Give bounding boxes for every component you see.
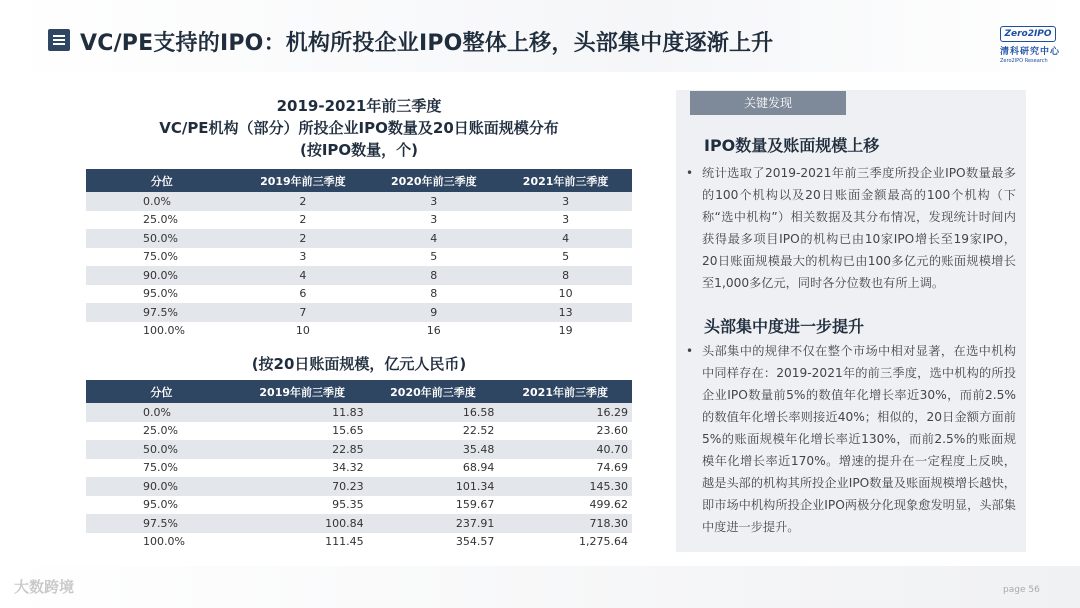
table-row: 0.0% 11.83 16.58 16.29 [86,403,632,422]
footer-band [0,566,1080,608]
watermark-text: 大数跨境 [14,578,75,596]
column-header: 2019年前三季度 [237,169,368,192]
findings-paragraph-1: 统计选取了2019-2021年前三季度所投企业IPO数量最多的100个机构以及20日账面金额最高的100个机构（下称“选中机构”）相关数据及其分布情况，发现统计时间内获得最多项目IPO的机构已由10家IPO增长至19家IPO，20日账面规模最大的机构已由100多亿元的账面规模增长至1,000多亿元，同时各分位数也有所上调。 [702,166,1016,290]
column-header: 2021年前三季度 [498,380,632,403]
table-row: 75.0% 3 5 5 [86,248,632,267]
findings-heading-2: 头部集中度进一步提升 [704,317,865,336]
bullet-icon: • [686,344,694,358]
table-row: 25.0% 15.65 22.52 23.60 [86,422,632,441]
table-row: 100.0% 10 16 19 [86,322,632,341]
findings-paragraph-2: 头部集中的规律不仅在整个市场中相对显著，在选中机构中同样存在：2019-2021年的前三季度，选中机构的所投企业IPO数量前5%的数值年化增长率近30%，而前2.5%的数值年化增长率则接近40%；相似的，20日金额方面前5%的账面规模年化增长率近130%，而前2.5%的账面规模年化增长率近170%。增速的提升在一定程度上反映，越是头部的机构其所投企业IPO数量及账面规模增长越快，即市场中机构所投企业IPO两极分化现象愈发明显，头部集中度进一步提升。 [702,344,1016,534]
table-row: 0.0% 2 3 3 [86,192,632,211]
page-title: VC/PE支持的IPO：机构所投企业IPO整体上移，头部集中度逐渐上升 [80,31,774,56]
table-row: 100.0% 111.45 354.57 1,275.64 [86,533,632,552]
table-row: 95.0% 6 8 10 [86,285,632,304]
findings-tag: 关键发现 [690,91,846,115]
bullet-icon: • [686,166,694,180]
table-row: 50.0% 2 4 4 [86,229,632,248]
column-header: 2020年前三季度 [368,169,499,192]
page-number: page 56 [1003,585,1040,595]
table-row: 50.0% 22.85 35.48 40.70 [86,440,632,459]
table-row: 75.0% 34.32 68.94 74.69 [86,459,632,478]
findings-heading-1: IPO数量及账面规模上移 [704,136,880,155]
table-title-line1: 2019-2021年前三季度 [276,97,442,115]
menu-icon [48,29,70,51]
table-row: 97.5% 7 9 13 [86,303,632,322]
column-header: 分位 [86,169,237,192]
ipo-scale-table [86,380,632,551]
zero2ipo-logo: Zero2IPO 清科研究中心 Zero2IPO Research [1000,26,1060,64]
table2-title: (按20日账面规模，亿元人民币) [251,355,467,373]
column-header: 2019年前三季度 [237,380,368,403]
table-row: 25.0% 2 3 3 [86,211,632,230]
column-header: 2021年前三季度 [499,169,632,192]
column-header: 2020年前三季度 [368,380,499,403]
table-title-line2: VC/PE机构（部分）所投企业IPO数量及20日账面规模分布 [159,119,559,137]
ipo-count-table [86,169,632,340]
table-row: 97.5% 100.84 237.91 718.30 [86,514,632,533]
table-title-line3: (按IPO数量，个) [299,141,419,159]
table-row: 95.0% 95.35 159.67 499.62 [86,496,632,515]
table-row: 90.0% 4 8 8 [86,266,632,285]
table-row: 90.0% 70.23 101.34 145.30 [86,477,632,496]
column-header: 分位 [86,380,237,403]
